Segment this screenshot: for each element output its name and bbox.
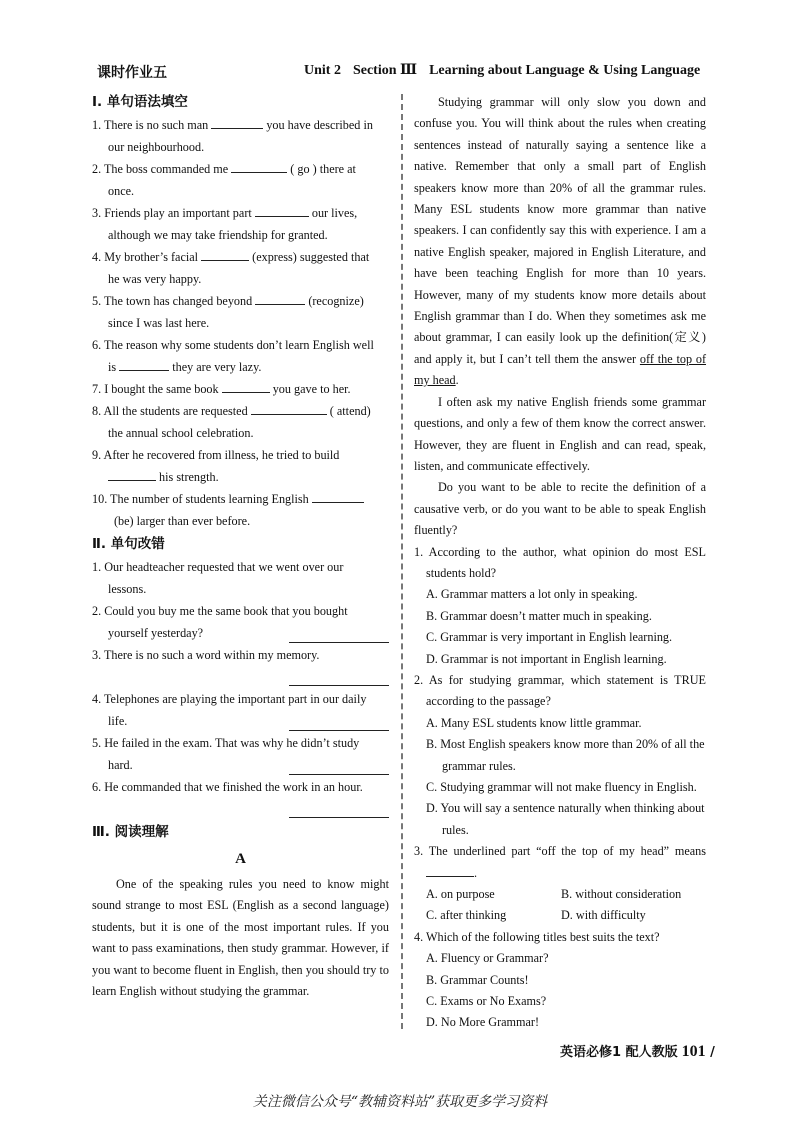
option[interactable]: B. Grammar Counts! — [426, 972, 529, 987]
option[interactable]: A. Grammar matters a lot only in speaking. — [426, 587, 638, 602]
worksheet-label: 课时作业五 — [97, 65, 167, 81]
option[interactable]: D. with difficulty — [561, 908, 646, 923]
answer-blank[interactable] — [251, 401, 327, 415]
answer-blank[interactable] — [312, 489, 364, 503]
answer-line[interactable] — [289, 629, 389, 643]
part2-question-5: 5. He failed in the exam. That was why he didn’t study hard. — [92, 732, 389, 776]
option[interactable]: C. Studying grammar will not make fluency in English. — [426, 780, 697, 794]
unit-header — [304, 62, 700, 79]
option[interactable]: A. on purpose — [426, 887, 495, 902]
book-name: 英语必修1 配人教版 — [560, 1045, 678, 1060]
passage-paragraph-1: One of the speaking rules you need to know might sound strange to most ESL (English as a second language) students, but it is one of the most important rules. If you want to pass examinations, then study grammar. However, if you want to become fluent in English, then you should try to learn English without studying the grammar. — [92, 877, 389, 999]
reading-question-2: 2. As for studying grammar, which statement is TRUE according to the passage? A. Many ESL students know little grammar. B. Most English speakers know more than 20% of all the grammar rules. C. Studying grammar will not make fluency in English. D. You will say a sentence naturally when thinking about rules. — [414, 670, 706, 841]
part2-question-2: 2. Could you buy me the same book that you bought yourself yesterday? — [92, 600, 389, 644]
unit-title: Learning about Language & Using Language — [429, 63, 701, 78]
passage-paragraph-3: I often ask my native English friends some grammar questions, and only a few of them know the correct answer. However, they are fluent in English and can read, speak, listen, and communicate effectively. — [414, 394, 706, 473]
part1-question-4: 4. My brother’s facial (express) suggested that he was very happy. — [92, 246, 389, 290]
answer-line[interactable] — [289, 804, 389, 818]
part2-question-3: 3. There is no such a word within my memory. — [92, 644, 389, 688]
part1-question-10: 10. The number of students learning English (be) larger than ever before. — [92, 488, 389, 532]
section-number: Section Ⅲ — [352, 63, 418, 78]
option[interactable]: B. Grammar doesn’t matter much in speaking. — [426, 608, 652, 623]
part2-question-6: 6. He commanded that we finished the work in an hour. — [92, 776, 389, 820]
footer-note: 关注微信公众号“教辅资料站”获取更多学习资料 — [252, 1094, 548, 1110]
part1-heading: Ⅰ. 单句语法填空 — [92, 94, 188, 110]
page-footer: 英语必修1 配人教版 101 / — [560, 1043, 715, 1060]
answer-blank[interactable] — [222, 379, 270, 393]
part1-question-9: 9. After he recovered from illness, he tried to build his strength. — [92, 448, 340, 484]
part1-question-8: 8. All the students are requested ( attend) the annual school celebration. — [92, 400, 389, 444]
option[interactable]: D. No More Grammar! — [426, 1015, 540, 1030]
option[interactable]: D. Grammar is not important in English learning. — [426, 651, 667, 666]
part1-question-6: 6. The reason why some students don’t learn English well is they are very lazy. — [92, 338, 374, 374]
part1-question-2: 2. The boss commanded me ( go ) there at once. — [92, 158, 389, 202]
passage-paragraph-2: Studying grammar will only slow you down and confuse you. You will think about the rules when creating sentences instead of naturally saying a sentence like a native. Remember that only a small part of English speakers know more than 20% of all the grammar rules. Many ESL students know more grammar than native speakers. I can confidently say this with experience. I am a native English speaker, majored in English Literature, and have been teaching English for more than 10 years. However, many of my students know more details about English grammar than I do. When they sometimes ask me about grammar, I can easily look up the definition(定义) and apply it, but I can’t tell them the answer off the top of my head. — [414, 95, 707, 388]
reading-question-4: 4. Which of the following titles best suits the text? A. Fluency or Grammar? B. Grammar Counts! C. Exams or No Exams? D. No More Grammar! — [414, 927, 706, 1034]
left-column — [92, 92, 389, 1002]
answer-blank[interactable] — [119, 357, 169, 371]
unit-number: Unit 2 — [304, 63, 341, 78]
answer-blank[interactable] — [211, 115, 263, 129]
part1-question-3: 3. Friends play an important part our lives, although we may take friendship for granted. — [92, 202, 389, 246]
reading-question-1: 1. According to the author, what opinion do most ESL students hold? A. Grammar matters a lot only in speaking. B. Grammar doesn’t matter much in speaking. C. Grammar is very important in English learning. D. Grammar is not important in English learning. — [414, 542, 706, 670]
answer-line[interactable] — [289, 761, 389, 775]
part1-question-1: 1. There is no such man you have described in our neighbourhood. — [92, 114, 389, 158]
part2-heading: Ⅱ. 单句改错 — [92, 536, 165, 552]
passage-paragraph-4: Do you want to be able to recite the definition of a causative verb, or do you want to be able to speak English fluently? — [414, 480, 706, 538]
option[interactable]: D. You will say a sentence naturally when thinking about rules. — [426, 801, 705, 837]
part1-question-5: 5. The town has changed beyond (recognize) since I was last here. — [92, 290, 389, 334]
answer-line[interactable] — [289, 672, 389, 686]
option[interactable]: B. Most English speakers know more than 20% of all the grammar rules. — [426, 737, 705, 773]
part1-question-7: 7. I bought the same book you gave to her. — [92, 378, 389, 400]
answer-blank[interactable] — [231, 159, 287, 173]
option[interactable]: A. Fluency or Grammar? — [426, 951, 549, 966]
right-column — [414, 92, 706, 1034]
option[interactable]: C. Exams or No Exams? — [426, 994, 547, 1009]
answer-blank[interactable] — [201, 247, 249, 261]
option[interactable]: B. without consideration — [561, 887, 682, 902]
reading-question-3: 3. The underlined part “off the top of my head” means . A. on purpose B. without consideration C. after thinking D. with difficulty — [414, 841, 706, 927]
part2-question-4: 4. Telephones are playing the important part in our daily life. — [92, 688, 389, 732]
answer-blank[interactable] — [255, 203, 309, 217]
part2-question-1: 1. Our headteacher requested that we went over our lessons. — [92, 560, 344, 596]
answer-blank[interactable] — [255, 291, 305, 305]
option[interactable]: A. Many ESL students know little grammar. — [426, 715, 642, 730]
column-divider — [401, 94, 403, 1029]
answer-blank[interactable] — [108, 467, 156, 481]
answer-line[interactable] — [289, 717, 389, 731]
answer-blank[interactable] — [426, 863, 474, 877]
part3-heading: Ⅲ. 阅读理解 — [92, 824, 169, 840]
passage-label: A — [235, 851, 246, 867]
underlined-phrase: off the top of my head — [414, 351, 707, 388]
option[interactable]: C. after thinking — [426, 908, 507, 923]
option[interactable]: C. Grammar is very important in English learning. — [426, 630, 673, 645]
page-number: 101 — [681, 1043, 706, 1060]
